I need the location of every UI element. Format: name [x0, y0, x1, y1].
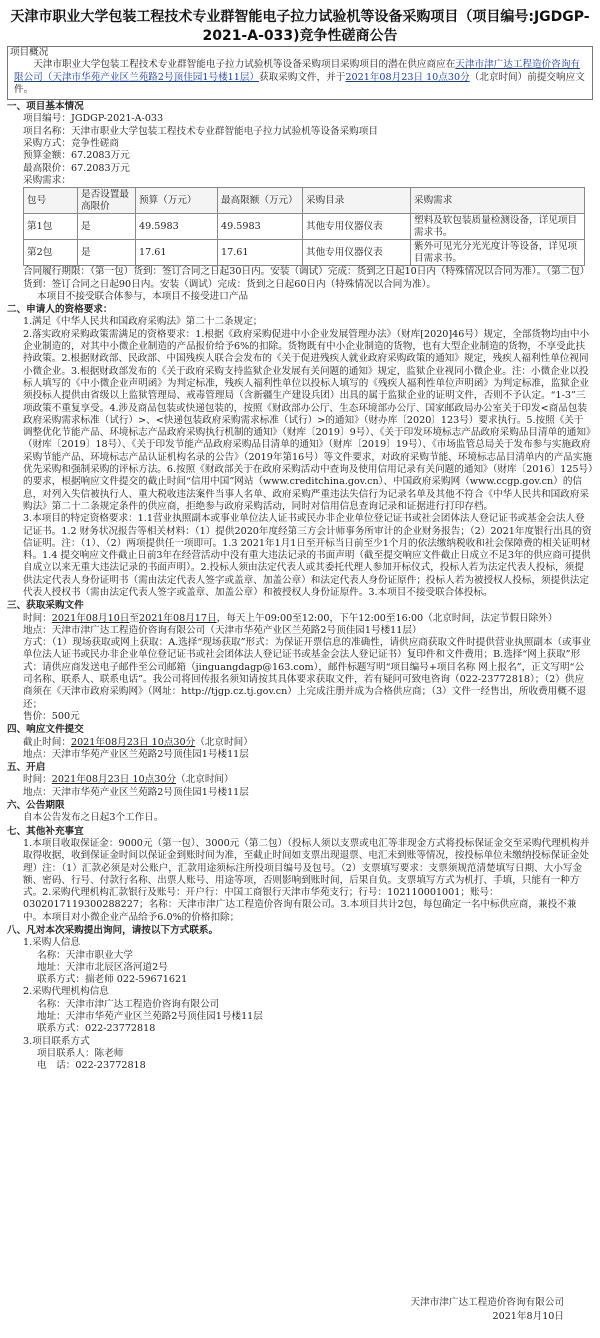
- signature-block: [411, 1296, 565, 1324]
- agency-name: 名称：天津市津广达工程造价咨询有限公司: [37, 998, 220, 1010]
- table-cell: 是: [78, 214, 136, 240]
- submission-deadline-value: 2021年08月23日 10点30分: [70, 736, 196, 748]
- max-price: 最高限价：67.2083万元: [23, 162, 130, 174]
- header-cell: 包号: [24, 188, 78, 214]
- acquire-method: 方式：（1）现场获取或网上获取：A.选择“现场获取”形式：为保证开票信息的准确性，请供应商获取文件时提供营业执照副本（或事业单位法人证书或民办非企业单位登记证书或社会团体法人登记证书或基金会法人登记证书）复印件和文件费用；B.选择“网上获取”形式：请供应商发送电子邮件至公司邮箱（jinguangdagp@163.com），邮件标题写明“项目编号+项目名称 网上报名”，正文写明“公司名称、联系人、联系电话”。我公司将回传报名须知请按其具体要求获取文件，若有疑问可致电咨询（022-23772818）；（2）供应商须在《天津市政府采购网》（网址：http://tjgp.cz.tj.gov.cn）上完成注册并成为合格供应商；（3）文件一经售出，所收费用概不退还；: [23, 637, 591, 710]
- announcement-body: [7, 46, 593, 1073]
- section-7-heading: 七、其他补充事宜: [7, 825, 84, 837]
- project-contact-heading: 3.项目联系方式: [23, 1035, 90, 1047]
- acquire-start-date: 2021年08月10日: [51, 612, 130, 624]
- overview-text-1: 天津市职业大学包装工程技术专业群智能电子拉力试验机等设备采购项目采购项目的潜在供应商应在: [33, 59, 456, 71]
- header-cell: 采购需求: [411, 188, 585, 214]
- table-cell: 17.61: [218, 240, 303, 266]
- opening-time-value: 2021年08月23日 10点30分: [51, 774, 177, 786]
- table-cell: 其他专用仪器仪表: [303, 240, 411, 266]
- overview-heading: 项目概况: [10, 47, 49, 58]
- section-3-heading: 三、获取采购文件: [7, 600, 84, 612]
- agency-contact: 联系方式：022-23772818: [37, 1023, 156, 1035]
- table-row: [24, 214, 585, 240]
- project-contact-phone: 电 话：022-23772818: [37, 1060, 146, 1072]
- project-code: 项目编号：JGDGP-2021-A-033: [23, 113, 164, 125]
- lots-table: [23, 187, 585, 266]
- opening-place: 地点：天津市华苑产业区兰苑路2号顶佳园1号楼11层: [23, 786, 249, 798]
- overview-deadline: 2021年08月23日 10点30分: [345, 71, 470, 83]
- table-header-row: [24, 188, 585, 214]
- consortium-note: 本项目不接受联合体参与，本项目不接受进口产品: [37, 290, 249, 302]
- table-row: [24, 240, 585, 266]
- overview-box: [7, 46, 593, 100]
- signature-org: 天津市津广达工程造价咨询有限公司: [410, 1297, 564, 1308]
- opening-time-label: 时间：: [23, 774, 52, 786]
- page-title: 天津市职业大学包装工程技术专业群智能电子拉力试验机等设备采购项目（项目编号:JGDGP-2021-A-033)竞争性磋商公告: [10, 9, 590, 44]
- section-4-heading: 四、响应文件提交: [7, 724, 84, 736]
- purchaser-name: 名称：天津市职业大学: [37, 949, 133, 961]
- table-cell: 第1包: [24, 214, 78, 240]
- project-contact-person: 项目联系人：陈老师: [37, 1047, 124, 1059]
- header-cell: 预算（万元）: [136, 188, 218, 214]
- submission-deadline-label: 截止时间：: [23, 736, 71, 748]
- qualification-2: 2.落实政府采购政策需满足的资格要求：1.根据《政府采购促进中小企业发展管理办法》（财库[2020]46号）规定，全部货物均由中小企业制造的，对其中小微企业制造的产品报价给予6%的扣除。货物既有中小企业制造的货物，也有大型企业制造的货物，不享受此扶持政策。2.根据财政部、民政部、中国残疾人联合会发布的《关于促进残疾人就业政府采购政策的通知》规定，残疾人福利性单位视同小微企业。3.根据财政部发布的《关于政府采购支持监狱企业发展有关问题的通知》规定，监狱企业视同小微企业。注：小微企业以投标人填写的《中小微企业声明函》为判定标准，残疾人福利性单位以投标人填写的《残疾人福利性单位声明函》为判定标准，监狱企业须投标人提供由省级以上监狱管理局、戒毒管理局（含新疆生产建设兵团）出具的属于监狱企业的证明文件，否则不予认定。“1-3”三项政策不重复享受。4.涉及商品包装或快递包装的，按照《财政部办公厅、生态环境部办公厅、国家邮政局办公室关于印发<商品包装政府采购需求标准（试行）>、<快递包装政府采购需求标准（试行）>的通知》（财办库〔2020〕123号）要求执行。5.按照《关于调整优化节能产品、环境标志产品政府采购执行机制的通知》（财库〔2019〕9号）、《关于印发环境标志产品政府采购品目清单的通知》（财库〔2019〕18号）、《关于印发节能产品政府采购品目清单的通知》（财库〔2019〕19号）、《市场监管总局关于发布参与实施政府采购节能产品、环境标志产品认证机构名录的公告》（2019年第16号）等文件要求，对政府采购节能、环境标志品目清单内的产品实施优先采购和强制采购的评标方法。6.按照《财政部关于在政府采购活动中查询及使用信用记录有关问题的通知》（财库〔2016〕125号）的要求，根据响应文件提交的截止时间“信用中国”网站（www.creditchina.gov.cn）、中国政府采购网（www.ccgp.gov.cn）的信息，对列入失信被执行人、重大税收违法案件当事人名单、政府采购严重违法失信行为记录名单及其他不符合《中华人民共和国政府采购法》第二十二条规定条件的供应商，拒绝参与政府采购活动，同时对信用信息查询记录和证据进行打印存档。: [23, 328, 593, 512]
- budget-amount: 预算金额：67.2083万元: [23, 150, 130, 162]
- project-name: 项目名称：天津市职业大学包装工程技术专业群智能电子拉力试验机等设备采购项目: [23, 125, 378, 137]
- submission-place: 地点：天津市华苑产业区兰苑路2号顶佳园1号楼11层: [23, 748, 249, 760]
- document-price: 售价：500元: [23, 710, 80, 722]
- section-5-heading: 五、开启: [7, 762, 46, 774]
- qualification-3: 3.本项目的特定资格要求：1.1营业执照副本或事业单位法人证书或民办非企业单位登记证书或社会团体法人登记证书或基金会法人登记证书。1.2 财务状况报告等相关材料：（1）提供2020年度经第三方会计师事务所审计的企业财务报告；（2）2021年度银行出具的资信证明。注：（1）、（2）两项提供任一项即可。1.3 2021年1月1日至开标当日前至少1个月的依法缴纳税收和社会保障费的相关证明材料。1.4 提交响应文件截止日前3年在经营活动中没有重大违法记录的书面声明（截至提交响应文件截止日成立不足3年的供应商可提供自成立以来无重大违法记录的书面声明）。2.投标人须由法定代表人或其委托代理人参加开标仪式，投标人若为法定代表人投标，须提供法定代表人身份证明书（需由法定代表人签字或盖章、加盖公章）和法定代表人身份证原件；投标人若为被授权人投标，须提供法定代表人授权书（需由法定代表人签字或盖章、加盖公章）和被授权人身份证原件。3.本项目不接受联合体投标。: [23, 513, 592, 598]
- procurement-method: 采购方式：竞争性磋商: [23, 138, 119, 150]
- purchaser-address: 地址：天津市北辰区洛河道2号: [37, 961, 168, 973]
- acquire-time: [7, 613, 593, 625]
- overview-text-2: 获取采购文件，并于: [259, 71, 346, 83]
- overview-text-3: （北京时间）前提交响应文件。: [14, 71, 585, 95]
- header-cell: 采购目录: [303, 188, 411, 214]
- overview-text: [14, 59, 586, 96]
- qualification-1: 1.满足《中华人民共和国政府采购法》第二十二条规定；: [23, 316, 263, 328]
- acquire-time-hours: ，每天上午09:00至12:00，下午12:00至16:00（北京时间，法定节假日除外）: [216, 612, 558, 624]
- table-cell: 49.5983: [218, 214, 303, 240]
- supplementary-matters: 1.本项目收取保证金：9000元（第一包）、3000元（第二包）（投标人须以支票或电汇等非现金方式将投标保证金交至采购代理机构并取得收据，收到保证金时间以保证金到账时间为准，至截止时间如支票出现退票、电汇未到账等情况，按投标单位未缴纳投标保证金处理）注：（1）汇款必须是对公账户，汇款用途须标注所投项目编号及包号。（2）支票填写要求：支票须规范清楚填写日期、大小写金额、密码、行号、付款行名称、出票人账号、用途等项，否则影响到账时间，后果自负。支票填写方式为机打、手填，只能有一种方式。2.采购代理机构汇款银行及账号：开户行：中国工商银行天津市华苑支行；行号：102110001001；账号：0302017119300288227；名称：天津市津广达工程造价咨询有限公司。3.本项目共计2包，每包确定一名中标供应商，兼投不兼中。本项目对小微企业产品给予6.0%的价格扣除；: [23, 837, 590, 923]
- opening-time: [7, 774, 593, 786]
- table-cell: 紫外可见光分光光度计等设备，详见项目需求书。: [411, 240, 585, 266]
- signature-date: 2021年8月10日: [492, 1311, 564, 1322]
- section-6-heading: 六、公告期限: [7, 800, 65, 812]
- agency-address: 地址：天津市华苑产业区兰苑路2号顶佳园1号楼11层: [37, 1011, 263, 1023]
- section-1-heading: 一、项目基本情况: [7, 101, 84, 113]
- opening-time-tz: （北京时间）: [176, 774, 234, 786]
- notice-period: 自本公告发布之日起3个工作日。: [23, 812, 164, 824]
- table-cell: 其他专用仪器仪表: [303, 214, 411, 240]
- agency-heading: 2.采购代理机构信息: [23, 986, 109, 998]
- purchaser-contact: 联系方式：揣老师 022-59671621: [37, 974, 188, 986]
- header-cell: 最高限额（万元）: [218, 188, 303, 214]
- section-2-heading: 二、申请人的资格要求：: [7, 304, 113, 316]
- submission-deadline: [7, 737, 593, 749]
- acquire-time-to: 至: [129, 612, 139, 624]
- overview-location-link[interactable]: 天津市津广达工程造价咨询有限公司（天津市华苑产业区兰苑路2号顶佳园1号楼11层）: [14, 59, 581, 83]
- table-cell: 塑料及软包装质量检测设备，详见项目需求书。: [411, 214, 585, 240]
- acquire-place: 地点：天津市津广达工程造价咨询有限公司（天津市华苑产业区兰苑路2号顶佳园1号楼11层）: [23, 624, 422, 636]
- table-cell: 49.5983: [136, 214, 218, 240]
- submission-deadline-tz: （北京时间）: [195, 736, 253, 748]
- table-cell: 第2包: [24, 240, 78, 266]
- acquire-time-label: 时间：: [23, 612, 52, 624]
- acquire-end-date: 2021年08月17日: [139, 612, 217, 624]
- table-cell: 是: [78, 240, 136, 266]
- section-8-heading: 八、凡对本次采购提出询问，请按以下方式联系。: [7, 925, 219, 936]
- contract-period: 合同履行期限：（第一包）货到：签订合同之日起30日内。安装（调试）完成：货到之日起10日内（特殊情况以合同为准）。（第二包）货到：签订合同之日起90日内。安装（调试）完成：货到之日起60日内（特殊情况以合同为准）。: [23, 266, 590, 290]
- purchaser-heading: 1.采购人信息: [23, 937, 81, 949]
- header-cell: 是否设置最高限价: [78, 188, 136, 214]
- requirements-label: 采购需求：: [23, 174, 71, 186]
- table-cell: 17.61: [136, 240, 218, 266]
